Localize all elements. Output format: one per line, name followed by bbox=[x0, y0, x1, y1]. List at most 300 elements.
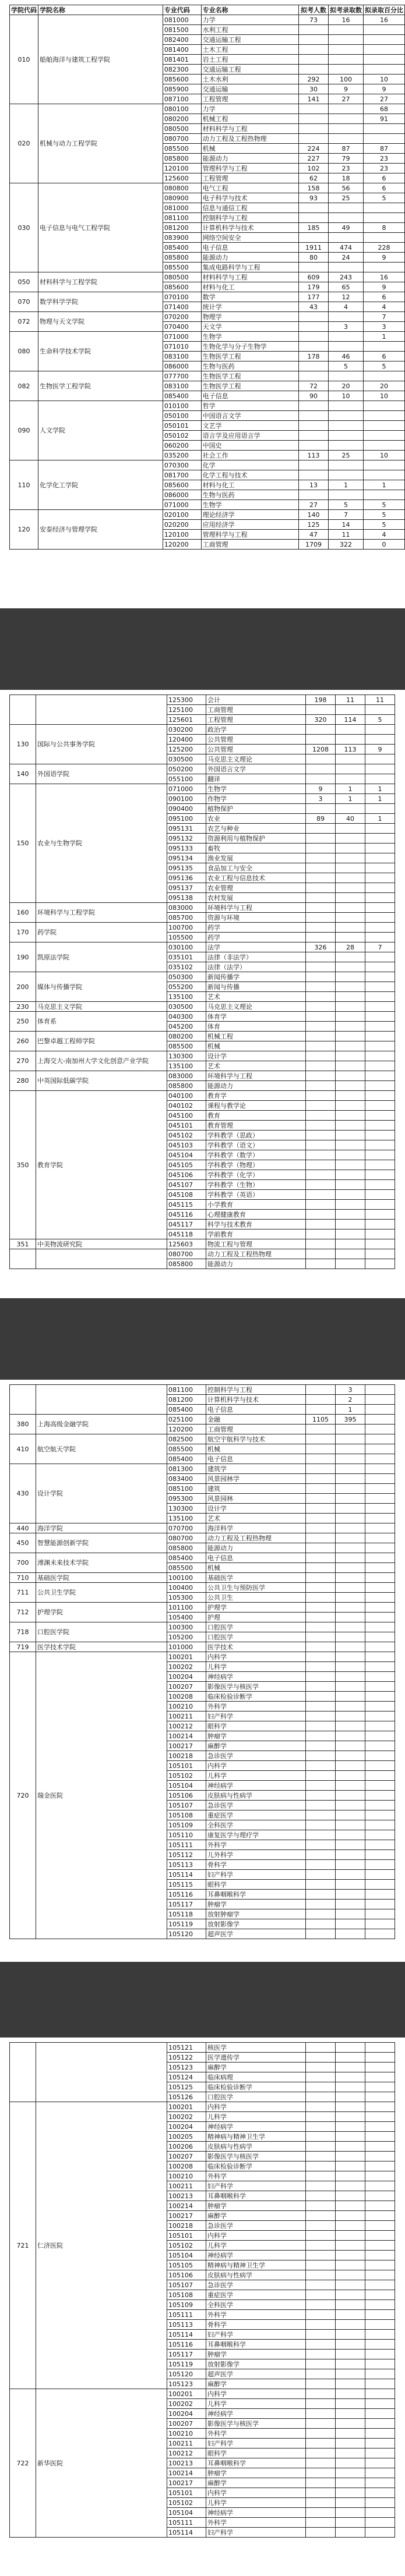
applicants bbox=[306, 1880, 336, 1890]
major-code: 100217 bbox=[167, 1741, 206, 1751]
table-row bbox=[10, 1091, 395, 1101]
college-code: 718 bbox=[10, 1622, 36, 1642]
applicants bbox=[299, 312, 329, 322]
admitted bbox=[336, 923, 365, 933]
admitted bbox=[336, 972, 365, 982]
admitted bbox=[336, 1131, 365, 1140]
major-name: 妇产科学 bbox=[206, 1712, 306, 1721]
table-row bbox=[10, 1583, 395, 1593]
applicants bbox=[306, 1425, 336, 1434]
admitted: 87 bbox=[328, 144, 363, 154]
applicants bbox=[306, 1101, 336, 1111]
applicants: 326 bbox=[306, 942, 336, 952]
admit-percent bbox=[365, 2280, 395, 2290]
major-name: 基础医学 bbox=[206, 1573, 306, 1583]
major-code: 105123 bbox=[167, 2379, 206, 2389]
admitted bbox=[336, 1081, 365, 1091]
major-code: 040300 bbox=[167, 1012, 206, 1022]
admitted bbox=[328, 401, 363, 411]
admit-percent bbox=[365, 2488, 395, 2498]
major-code: 100217 bbox=[167, 2478, 206, 2488]
major-name: 放射影像学 bbox=[206, 2359, 306, 2369]
applicants: 13 bbox=[299, 480, 329, 490]
major-code: 085400 bbox=[163, 243, 201, 253]
admitted bbox=[336, 1613, 365, 1622]
college-name: 溥渊未来技术学院 bbox=[36, 1553, 167, 1573]
major-code: 100207 bbox=[167, 2419, 206, 2429]
admit-percent bbox=[365, 824, 395, 834]
applicants bbox=[306, 1514, 336, 1523]
admit-percent bbox=[365, 952, 395, 962]
major-name: 耳鼻咽喉科学 bbox=[206, 2191, 306, 2201]
applicants: 1911 bbox=[299, 243, 329, 253]
applicants bbox=[306, 2142, 336, 2152]
admitted bbox=[336, 1929, 365, 1939]
admitted bbox=[336, 1593, 365, 1603]
admit-percent bbox=[365, 2221, 395, 2231]
applicants bbox=[306, 2310, 336, 2320]
major-name: 中国史 bbox=[201, 441, 298, 451]
admit-percent bbox=[365, 1583, 395, 1593]
major-name: 航空宇航科学与技术 bbox=[206, 1434, 306, 1444]
major-code: 045200 bbox=[167, 1022, 206, 1032]
admit-percent bbox=[365, 1002, 395, 1012]
major-name: 文艺学 bbox=[201, 421, 298, 431]
major-name: 内科学 bbox=[206, 2389, 306, 2399]
college-code: 712 bbox=[10, 1603, 36, 1622]
major-code: 105117 bbox=[167, 2350, 206, 2359]
applicants bbox=[306, 2241, 336, 2251]
college-name: 护理学院 bbox=[36, 1603, 167, 1622]
applicants bbox=[306, 2409, 336, 2419]
table-row bbox=[10, 1603, 395, 1613]
major-code: 105111 bbox=[167, 1840, 206, 1850]
major-code: 105111 bbox=[167, 2518, 206, 2528]
admitted bbox=[336, 2043, 365, 2053]
college-code bbox=[10, 695, 36, 725]
major-name: 皮肤病与性病学 bbox=[206, 2270, 306, 2280]
college-code: 160 bbox=[10, 903, 36, 923]
admitted bbox=[336, 1190, 365, 1200]
college-name: 新华医院 bbox=[36, 2389, 167, 2538]
applicants bbox=[306, 1573, 336, 1583]
major-name: 肿瘤学 bbox=[206, 2468, 306, 2478]
major-name: 机械 bbox=[201, 144, 298, 154]
major-code: 055200 bbox=[167, 982, 206, 992]
admitted bbox=[336, 1220, 365, 1229]
admit-percent bbox=[365, 725, 395, 735]
major-code: 085800 bbox=[163, 154, 201, 164]
admitted bbox=[336, 2112, 365, 2122]
college-code: 280 bbox=[10, 1071, 36, 1091]
admitted bbox=[336, 1523, 365, 1533]
admitted bbox=[336, 1682, 365, 1692]
major-code: 105114 bbox=[167, 2528, 206, 2538]
major-code: 071000 bbox=[167, 784, 206, 794]
major-name: 海洋科学 bbox=[206, 1523, 306, 1533]
admitted bbox=[328, 342, 363, 352]
admit-percent bbox=[365, 2310, 395, 2320]
major-code: 100218 bbox=[167, 1751, 206, 1761]
admit-percent bbox=[365, 1563, 395, 1573]
page-gap-1 bbox=[0, 608, 405, 690]
major-code: 125603 bbox=[167, 1239, 206, 1249]
admitted bbox=[336, 2419, 365, 2429]
major-name: 重症医学 bbox=[206, 1810, 306, 1820]
admit-percent bbox=[365, 2241, 395, 2251]
applicants: 179 bbox=[299, 282, 329, 292]
major-code: 082500 bbox=[167, 1434, 206, 1444]
major-code: 085600 bbox=[163, 75, 201, 84]
applicants bbox=[306, 972, 336, 982]
column-header: 专业代码 bbox=[163, 5, 201, 15]
college-code: 710 bbox=[10, 1573, 36, 1583]
college-code: 050 bbox=[10, 272, 38, 292]
admit-percent bbox=[365, 2063, 395, 2072]
applicants bbox=[306, 863, 336, 873]
major-code: 085400 bbox=[167, 1405, 206, 1415]
college-code: 250 bbox=[10, 1012, 36, 1032]
admitted: 27 bbox=[328, 94, 363, 104]
admit-percent bbox=[365, 1731, 395, 1741]
applicants bbox=[306, 1200, 336, 1210]
major-code: 020100 bbox=[163, 510, 201, 520]
applicants bbox=[306, 1642, 336, 1652]
applicants bbox=[299, 263, 329, 272]
admit-percent bbox=[365, 883, 395, 893]
applicants bbox=[306, 883, 336, 893]
admit-percent bbox=[365, 1180, 395, 1190]
admit-percent bbox=[365, 1514, 395, 1523]
admitted: 114 bbox=[336, 715, 365, 725]
applicants bbox=[306, 1012, 336, 1022]
major-name: 电子科学与技术 bbox=[201, 193, 298, 203]
major-code: 100210 bbox=[167, 1702, 206, 1712]
major-name: 语言学及应用语言学 bbox=[201, 431, 298, 441]
admit-percent bbox=[365, 1200, 395, 1210]
applicants bbox=[306, 2478, 336, 2488]
major-name: 建筑 bbox=[206, 1484, 306, 1494]
admitted bbox=[336, 1454, 365, 1464]
admitted bbox=[336, 1771, 365, 1781]
admit-percent bbox=[365, 962, 395, 972]
major-code: 105104 bbox=[167, 2508, 206, 2518]
admitted bbox=[336, 1622, 365, 1632]
admit-percent bbox=[365, 1702, 395, 1712]
applicants bbox=[306, 1041, 336, 1051]
admitted: 113 bbox=[336, 745, 365, 754]
applicants: 292 bbox=[299, 75, 329, 84]
major-code: 105102 bbox=[167, 1771, 206, 1781]
admitted bbox=[336, 735, 365, 745]
major-code: 095136 bbox=[167, 873, 206, 883]
applicants: 1709 bbox=[299, 540, 329, 550]
admit-percent bbox=[365, 972, 395, 982]
admitted bbox=[336, 1150, 365, 1160]
major-name: 应用经济学 bbox=[201, 520, 298, 530]
major-name: 口腔医学 bbox=[206, 1622, 306, 1632]
admitted: 10 bbox=[328, 391, 363, 401]
admitted bbox=[336, 2449, 365, 2458]
major-name: 儿科学 bbox=[206, 1662, 306, 1672]
major-name: 药学 bbox=[206, 933, 306, 942]
admitted bbox=[328, 45, 363, 55]
applicants bbox=[306, 1820, 336, 1830]
admit-percent bbox=[365, 903, 395, 913]
major-code: 010100 bbox=[163, 401, 201, 411]
admit-percent bbox=[365, 2439, 395, 2449]
major-code: 085500 bbox=[167, 1444, 206, 1454]
admitted bbox=[336, 893, 365, 903]
major-code: 100204 bbox=[167, 2409, 206, 2419]
major-code: 100100 bbox=[167, 1573, 206, 1583]
major-name: 全科医学 bbox=[206, 1820, 306, 1830]
major-name: 天文学 bbox=[201, 322, 298, 332]
major-name: 农业 bbox=[206, 814, 306, 824]
admit-percent bbox=[365, 834, 395, 844]
admitted: 3 bbox=[336, 1385, 365, 1395]
applicants bbox=[306, 1434, 336, 1444]
applicants bbox=[306, 923, 336, 933]
college-name: 药学院 bbox=[36, 923, 167, 942]
admit-percent bbox=[365, 1692, 395, 1702]
major-code: 105116 bbox=[167, 1890, 206, 1900]
applicants bbox=[306, 1111, 336, 1121]
admitted: 1 bbox=[328, 480, 363, 490]
admit-percent bbox=[365, 1860, 395, 1870]
college-code: 082 bbox=[10, 371, 38, 401]
major-name: 体育学 bbox=[206, 1012, 306, 1022]
major-name: 麻醉学 bbox=[206, 1741, 306, 1751]
admitted bbox=[336, 2142, 365, 2152]
table-row bbox=[10, 903, 395, 913]
major-name: 水利工程 bbox=[201, 25, 298, 35]
major-code: 080500 bbox=[163, 124, 201, 134]
admit-percent bbox=[363, 134, 404, 144]
major-name: 资源利用与植物保护 bbox=[206, 834, 306, 844]
major-name: 计算机科学与技术 bbox=[201, 223, 298, 233]
major-name: 教育 bbox=[206, 1111, 306, 1121]
admitted bbox=[336, 933, 365, 942]
major-code: 071000 bbox=[163, 332, 201, 342]
admit-percent bbox=[363, 441, 404, 451]
admitted bbox=[336, 2211, 365, 2221]
admit-percent bbox=[365, 1444, 395, 1454]
college-name bbox=[36, 1249, 167, 1269]
major-name: 农村发展 bbox=[206, 893, 306, 903]
major-code: 105125 bbox=[167, 2082, 206, 2092]
college-code bbox=[10, 1385, 36, 1415]
major-name: 眼科学 bbox=[206, 2449, 306, 2458]
table-row bbox=[10, 1434, 395, 1444]
applicants bbox=[306, 982, 336, 992]
college-name: 安泰经济与管理学院 bbox=[38, 510, 163, 550]
major-name: 体育 bbox=[206, 1022, 306, 1032]
major-name: 统计学 bbox=[201, 302, 298, 312]
college-code: 020 bbox=[10, 104, 38, 183]
major-code: 083000 bbox=[167, 903, 206, 913]
major-name: 食品加工与安全 bbox=[206, 863, 306, 873]
admit-percent bbox=[365, 1771, 395, 1781]
admit-percent bbox=[365, 1632, 395, 1642]
admit-percent: 5 bbox=[363, 500, 404, 510]
applicants bbox=[306, 1712, 336, 1721]
major-code: 090100 bbox=[167, 794, 206, 804]
admit-percent bbox=[363, 55, 404, 65]
admitted bbox=[336, 1259, 365, 1269]
college-name: 瑞金医院 bbox=[36, 1652, 167, 1939]
table-row bbox=[10, 1464, 395, 1474]
admit-percent: 23 bbox=[363, 154, 404, 164]
admit-percent bbox=[365, 2201, 395, 2211]
major-name: 口腔医学 bbox=[206, 1632, 306, 1642]
college-code: 030 bbox=[10, 183, 38, 272]
applicants bbox=[306, 933, 336, 942]
admitted bbox=[336, 2241, 365, 2251]
admitted bbox=[328, 470, 363, 480]
applicants bbox=[299, 104, 329, 114]
major-code: 083100 bbox=[163, 381, 201, 391]
major-code: 135100 bbox=[167, 1061, 206, 1071]
applicants bbox=[306, 1504, 336, 1514]
admit-percent bbox=[365, 735, 395, 745]
major-code: 080100 bbox=[163, 104, 201, 114]
table-row bbox=[10, 1533, 395, 1543]
major-code: 105106 bbox=[167, 1791, 206, 1801]
applicants bbox=[306, 1385, 336, 1395]
applicants bbox=[299, 460, 329, 470]
applicants bbox=[306, 1890, 336, 1900]
major-name: 儿科学 bbox=[206, 1771, 306, 1781]
admitted bbox=[336, 952, 365, 962]
table-row bbox=[10, 1385, 395, 1395]
applicants bbox=[306, 1150, 336, 1160]
admitted bbox=[336, 1880, 365, 1890]
admitted bbox=[328, 411, 363, 421]
admitted bbox=[336, 774, 365, 784]
admit-percent bbox=[365, 1474, 395, 1484]
admit-percent bbox=[365, 2350, 395, 2359]
major-name: 动力工程及工程热物理 bbox=[201, 134, 298, 144]
column-header: 拟考人数 bbox=[299, 5, 329, 15]
major-code: 100213 bbox=[167, 2458, 206, 2468]
major-code: 081200 bbox=[163, 223, 201, 233]
admit-percent bbox=[365, 1870, 395, 1880]
major-code: 105107 bbox=[167, 2280, 206, 2290]
major-code: 085800 bbox=[167, 1259, 206, 1269]
major-code: 105110 bbox=[167, 1830, 206, 1840]
major-name: 公共卫生 bbox=[206, 1593, 306, 1603]
applicants: 43 bbox=[299, 302, 329, 312]
admitted bbox=[328, 371, 363, 381]
major-code: 105126 bbox=[167, 2092, 206, 2102]
major-name: 生物医学工程 bbox=[201, 381, 298, 391]
major-name: 影像医学与核医学 bbox=[206, 2419, 306, 2429]
admitted bbox=[328, 104, 363, 114]
major-code: 045104 bbox=[167, 1150, 206, 1160]
major-name: 工商管理 bbox=[201, 540, 298, 550]
admitted bbox=[336, 764, 365, 774]
major-name: 骨科学 bbox=[206, 2320, 306, 2330]
college-name: 上海高级金融学院 bbox=[36, 1415, 167, 1434]
college-code: 070 bbox=[10, 292, 38, 312]
admit-percent bbox=[365, 1012, 395, 1022]
admit-percent: 8 bbox=[363, 223, 404, 233]
admitted bbox=[336, 1553, 365, 1563]
admitted bbox=[336, 1731, 365, 1741]
major-name: 风景园林学 bbox=[206, 1474, 306, 1484]
admit-percent bbox=[365, 2231, 395, 2241]
admit-percent bbox=[365, 1081, 395, 1091]
admitted bbox=[336, 2191, 365, 2201]
major-code: 130300 bbox=[167, 1504, 206, 1514]
applicants bbox=[306, 2082, 336, 2092]
major-code: 105109 bbox=[167, 2300, 206, 2310]
admit-percent bbox=[365, 1249, 395, 1259]
admit-percent bbox=[365, 2260, 395, 2270]
major-code: 100201 bbox=[167, 2389, 206, 2399]
admit-percent bbox=[365, 2419, 395, 2429]
college-code: 130 bbox=[10, 725, 36, 764]
admit-percent bbox=[365, 1259, 395, 1269]
applicants bbox=[306, 2043, 336, 2053]
applicants bbox=[306, 1771, 336, 1781]
major-name: 神经病学 bbox=[206, 1672, 306, 1682]
admit-percent bbox=[365, 1613, 395, 1622]
major-name: 金融 bbox=[206, 1415, 306, 1425]
admitted: 24 bbox=[328, 253, 363, 263]
admit-percent bbox=[365, 2498, 395, 2508]
admitted bbox=[336, 1909, 365, 1919]
major-code: 100201 bbox=[167, 1652, 206, 1662]
admitted bbox=[328, 431, 363, 441]
admit-percent bbox=[365, 1593, 395, 1603]
applicants bbox=[306, 2350, 336, 2359]
college-name: 国际与公共事务学院 bbox=[36, 725, 167, 764]
applicants bbox=[306, 2290, 336, 2300]
table-row bbox=[10, 183, 405, 193]
major-name: 内科学 bbox=[206, 2231, 306, 2241]
major-code: 050102 bbox=[163, 431, 201, 441]
college-name: 中英国际低碳学院 bbox=[36, 1071, 167, 1091]
major-code: 050200 bbox=[167, 764, 206, 774]
admitted bbox=[336, 1919, 365, 1929]
major-code: 060200 bbox=[163, 441, 201, 451]
admitted bbox=[328, 312, 363, 322]
table-row bbox=[10, 764, 395, 774]
admit-percent bbox=[365, 1210, 395, 1220]
applicants bbox=[306, 1170, 336, 1180]
admitted bbox=[336, 962, 365, 972]
major-name: 资源与环境 bbox=[206, 913, 306, 923]
admit-percent bbox=[365, 1741, 395, 1751]
admitted bbox=[336, 1494, 365, 1504]
major-code: 035102 bbox=[167, 962, 206, 972]
major-name: 马克思主义理论 bbox=[206, 754, 306, 764]
major-code: 081000 bbox=[163, 15, 201, 25]
applicants bbox=[306, 2092, 336, 2102]
applicants bbox=[306, 824, 336, 834]
admitted bbox=[336, 2350, 365, 2359]
applicants: 185 bbox=[299, 223, 329, 233]
major-name: 工程管理 bbox=[201, 94, 298, 104]
admit-percent bbox=[365, 1239, 395, 1249]
applicants bbox=[306, 725, 336, 735]
applicants bbox=[306, 1840, 336, 1850]
applicants: 227 bbox=[299, 154, 329, 164]
admit-percent bbox=[365, 1909, 395, 1919]
applicants bbox=[306, 1405, 336, 1415]
